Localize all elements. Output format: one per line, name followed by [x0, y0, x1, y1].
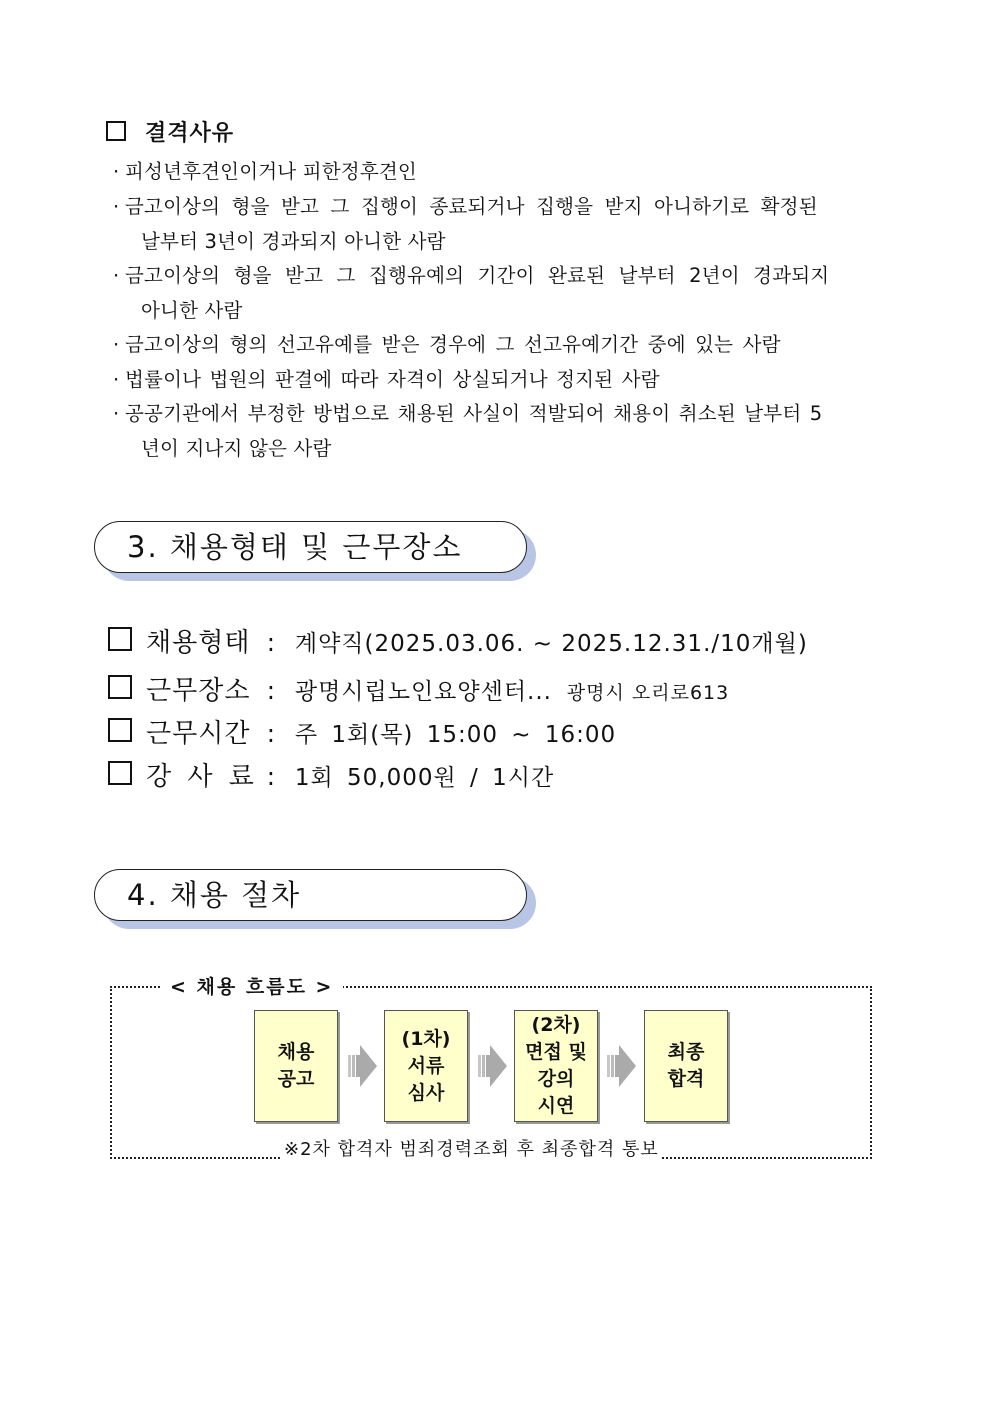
checkbox-square-icon	[108, 761, 132, 785]
flow-step	[514, 1010, 598, 1122]
flow-note: ※2차 합격자 범죄경력조회 후 최종합격 통보	[282, 1135, 661, 1161]
step-line: (1차)	[401, 1027, 451, 1050]
info-row	[146, 622, 808, 659]
arrow-right-icon	[607, 1043, 637, 1089]
list-item-text: 금고이상의 형을 받고 그 집행유예의 기간이 완료된 날부터 2년이 경과되지	[125, 264, 830, 287]
info-value: 주 1회(목) 15:00 ~ 16:00	[294, 722, 617, 748]
step-line: 심사	[407, 1081, 445, 1104]
info-label: 채용형태	[146, 628, 251, 658]
arrow-right-icon	[348, 1043, 378, 1089]
list-item-text: 금고이상의 형의 선고유예를 받은 경우에 그 선고유예기간 중에 있는 사람	[125, 333, 781, 356]
section-header: 4. 채용 절차	[94, 869, 527, 921]
checkbox-square-icon	[108, 627, 132, 651]
info-value: 계약직(2025.03.06. ~ 2025.12.31./10개월)	[294, 631, 808, 657]
separator: :	[266, 628, 277, 657]
checkbox-square-icon	[106, 121, 126, 141]
section-title: 결격사유	[145, 121, 235, 146]
info-address: 광명시 오리로613	[566, 682, 730, 704]
list-item	[113, 363, 893, 398]
list-item-continuation: 날부터 3년이 경과되지 아니한 사람	[141, 229, 446, 253]
list-item-text: 피성년후견인이거나 피한정후견인	[125, 160, 417, 183]
flow-step	[384, 1010, 468, 1122]
flow-step	[644, 1010, 728, 1122]
checkbox-square-icon	[108, 718, 132, 742]
step-line: 서류	[407, 1054, 445, 1077]
list-item-continuation: 년이 지나지 않은 사람	[141, 436, 332, 460]
arrow-right-icon	[478, 1043, 508, 1089]
step-line: 면접 및	[525, 1041, 587, 1063]
info-row	[146, 670, 729, 707]
separator: :	[266, 676, 277, 705]
info-label: 근무장소	[146, 676, 251, 706]
list-item-continuation: 아니한 사람	[141, 298, 243, 322]
bullet-dot: ·	[113, 195, 120, 218]
step-line: 시연	[537, 1095, 575, 1117]
step-line: 공고	[277, 1068, 315, 1090]
list-item	[113, 155, 893, 190]
info-value: 광명시립노인요양센터...	[294, 679, 552, 705]
info-row	[146, 713, 616, 750]
info-row	[146, 756, 554, 793]
list-item-text: 금고이상의 형을 받고 그 집행이 종료되거나 집행을 받지 아니하기로 확정된	[125, 195, 818, 218]
list-item	[113, 190, 893, 259]
bullet-dot: ·	[113, 368, 120, 391]
list-item	[113, 328, 893, 363]
list-item-text: 공공기관에서 부정한 방법으로 채용된 사실이 적발되어 채용이 취소된 날부터 5	[125, 402, 823, 425]
step-line: 최종	[667, 1041, 705, 1063]
list-item	[113, 259, 893, 328]
checkbox-square-icon	[108, 675, 132, 699]
list-item	[113, 397, 893, 466]
info-label: 강 사 료	[146, 762, 255, 792]
section-header: 3. 채용형태 및 근무장소	[94, 521, 527, 573]
step-line: 합격	[667, 1068, 705, 1090]
step-line: 채용	[277, 1041, 315, 1063]
info-value: 1회 50,000원 / 1시간	[294, 765, 555, 791]
separator: :	[266, 762, 277, 791]
bullet-dot: ·	[113, 160, 120, 183]
list-item-text: 법률이나 법원의 판결에 따라 자격이 상실되거나 정지된 사람	[125, 368, 660, 391]
step-line: (2차)	[531, 1014, 581, 1036]
flow-chart-title: < 채용 흐름도 >	[160, 972, 343, 999]
info-label: 근무시간	[146, 719, 251, 749]
bullet-dot: ·	[113, 333, 120, 356]
separator: :	[266, 719, 277, 748]
bullet-dot: ·	[113, 402, 120, 425]
bullet-dot: ·	[113, 264, 120, 287]
step-line: 강의	[537, 1068, 575, 1090]
flow-step	[254, 1010, 338, 1122]
